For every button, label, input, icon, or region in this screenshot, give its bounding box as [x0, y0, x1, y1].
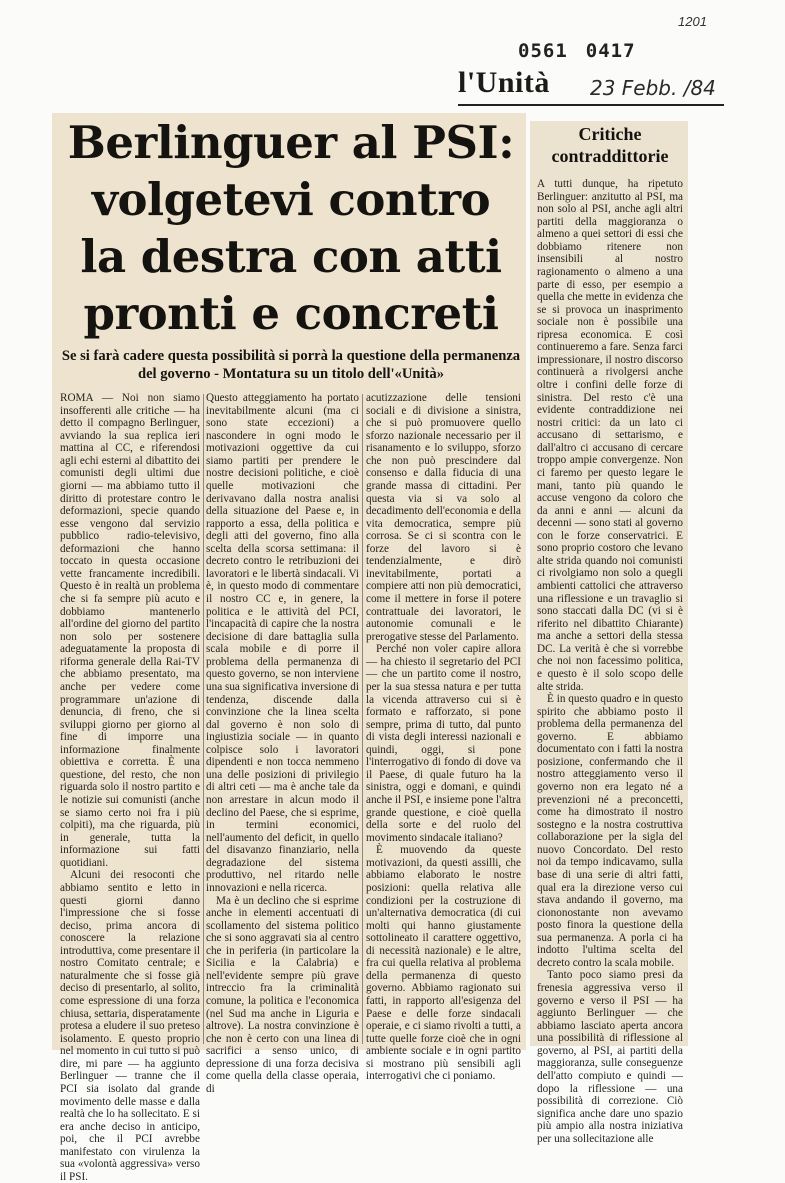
masthead-underline [458, 104, 724, 106]
sidebar-column [537, 178, 683, 1145]
article-paragraph: Questo atteggiamento ha portato inevitabilmente alcuni (ma ci sono state eccezioni) a nascondere in ogni modo le motivazioni oggettive da cui siamo partiti per prendere le nostre decisioni politiche, e cioè quelle motivazioni che derivavano dalla nostra analisi della situazione del Paese e, in rapporto a essa, della politica e degli atti del governo, fino alla scelta della scorsa settimana: il decreto contro le retribuzioni dei lavoratori e le libertà sindacali. Vi è, in questo modo di commentare il nostro CC e, in genere, la politica e le attività del PCI, l'incapacità di capire che la nostra decisione di dare battaglia sulla scala mobile e di porre il problema della permanenza di questo governo, se non interviene una sua significativa inversione di tendenza, discende dalla convinzione che la linea scelta dal governo è non solo di ingiustizia sociale — in quanto colpisce solo i lavoratori dipendenti e non tocca nemmeno una delle posizioni di privilegio di altri ceti — ma è anche tale da non arrestare in alcun modo il declino del Paese, che si esprime, in termini economici, nell'aumento del deficit, in quello del disavanzo finanziario, nella degradazione del sistema produttivo, nel ritardo nelle innovazioni e nella ricerca. [206, 392, 359, 894]
article-headline [58, 114, 524, 342]
headline-line: la destra con atti [80, 230, 502, 283]
headline-line: Berlinguer al PSI: [67, 116, 515, 169]
article-column-1 [60, 392, 200, 1183]
headline-line: volgetevi contro [91, 173, 491, 226]
article-subheadline: Se si farà cadere questa possibilità si porrà la questione della permanenza del governo - Montatura su un titolo dell'«Unità» [61, 348, 521, 382]
headline-line: pronti e concreti [83, 287, 499, 340]
article-paragraph: ROMA — Noi non siamo insofferenti alle critiche — ha detto il compagno Berlinguer, avviando la sua replica ieri mattina al CC, e riferendosi agli echi esterni al dibattito dei comunisti degli ultimi due giorni — ma abbiamo tutto il diritto di protestare contro le deformazioni, specie quando esse vengono dal servizio pubblico radio-televisivo, deformazioni che hanno toccato in questa occasione vette francamente incredibili. Questo è in realtà un problema che si fa sempre più acuto e dobbiamo mantenerlo all'ordine del giorno del partito non solo per sostenere adeguatamente la proposta di riforma generale della Rai-TV che abbiamo presentato, ma anche per vedere come programmare un'azione di denuncia, di freno, che si sviluppi giorno per giorno al fine di imporre una informazione finalmente obiettiva e corretta. È una questione, del resto, che non riguarda solo il nostro partito e le notizie sui comunisti (anche se siamo certo noi fra i più colpiti), ma che riguarda, più in generale, tutta la informazione sui fatti quotidiani. [60, 392, 200, 869]
sidebar-paragraph: È in questo quadro e in questo spirito che abbiamo posto il problema della permanenza del governo. E abbiamo documentato con i fatti la nostra posizione, confermando che il nostro atteggiamento verso il governo non era legato né a prevenzioni né a preconcetti, come ha dimostrato il nostro sostegno e la nostra costruttiva collaborazione per la sigla del nuovo Concordato. Del resto noi da tempo indicavamo, sulla base di una serie di altri fatti, qual era la direzione verso cui stava andando il governo, ma ciononostante non avevamo posto finora la questione della sua permanenza. A porla ci ha indotto l'ultima scelta del decreto contro la scala mobile. [537, 693, 683, 969]
article-paragraph: Ma è un declino che si esprime anche in elementi accentuati di scollamento del sistema politico che si sono aggravati sia al centro che in periferia (in particolare la Sicilia e la Calabria) e nell'evidente sempre più grave intreccio fra la criminalità comune, la politica e l'economica (nel Sud ma anche in Liguria e altrove). La nostra convinzione è che non è certo con una linea di sacrifici a senso unico, di depressione di una forza decisiva come quella della classe operaia, di [206, 894, 359, 1095]
article-paragraph: Perché non voler capire allora — ha chiesto il segretario del PCI — che un partito come il nostro, per la sua stessa natura e per tutta la vicenda attraverso cui si è formato e rafforzato, si pone sempre, prima di tutto, dal punto di vista degli interessi nazionali e quindi, oggi, si pone l'interrogativo di fondo di dove va il Paese, di quale futuro ha la sinistra, oggi e domani, e quindi anche il PSI, e insieme pone l'altra grande questione, e cioè quella della sorte e del ruolo del movimento sindacale italiano? [366, 643, 521, 844]
article-column-3 [366, 392, 521, 1083]
sidebar-paragraph: Tanto poco siamo presi da frenesia aggressiva verso il governo e verso il PSI — ha aggiunto Berlinguer — che abbiamo lasciato aperta ancora una possibilità di riflessione al governo, al PSI, ai partiti della maggioranza, sulle conseguenze dell'atto compiuto e quindi — dopo la riflessione — una possibilità di correzione. Ciò significa anche dare uno spazio più ampio alla nostra iniziativa per una sollecitazione alle [537, 969, 683, 1145]
sidebar-paragraph: A tutti dunque, ha ripetuto Berlinguer: anzitutto al PSI, ma non solo al PSI, anche agli altri partiti della maggioranza o almeno a quei settori di essi che dobbiamo ritenere non insensibili al nostro ragionamento o almeno a una parte di esso, per esempio a quella che mette in evidenza che se si provoca un inasprimento sociale non è possibile una ripresa economica. E così continueremo a fare. Senza farci impressionare, il nostro discorso continuerà a rivolgersi anche oltre i confini delle forze di sinistra. Del resto c'è una evidente contraddizione nei nostri critici: da un lato ci accusano di settarismo, e dall'altro ci accusano di cercare troppo ampie convergenze. Non ci faremo per questo legare le mani, tanto più quando le accuse vengono da coloro che da anni e anni — alcuni da decenni — sono stati al governo con le forze conservatrici. E sono proprio costoro che levano alte strida quando noi comunisti ci rivolgiamo non solo a quegli ambienti cattolici che attraverso una riflessione e un travaglio si sono staccati dalla DC (vi si è riferito nel dibattito Chiarante) ma anche a settori della stessa DC. La verità è che si vorrebbe che noi non facessimo politica, e questo è il solo scopo delle alte strida. [537, 178, 683, 693]
article-paragraph: acutizzazione delle tensioni sociali e di divisione a sinistra, che si può promuovere quello sforzo nazionale necessario per il risanamento e lo sviluppo, sforzo che non può prescindere dal consenso e dalla fiducia di una grande massa di cittadini. Per questa via si va solo al decadimento dell'economia e della vita democratica, sempre più corrosa. Se ci si scontra con le forze del lavoro si è tendenzialmente, e dirò inevitabilmente, portati a compiere atti non più democratici, come il mettere in forse il potere contrattuale dei lavoratori, le autonomie comunali e le prerogative stesse del Parlamento. [366, 392, 521, 643]
newspaper-masthead: l'Unità [458, 66, 550, 99]
archive-page-number: 1201 [678, 14, 707, 29]
archive-code: 0561 [518, 40, 568, 62]
handwritten-date: 23 Febb. /84 [590, 76, 716, 100]
article-paragraph: Alcuni dei resoconti che abbiamo sentito e letto in questi giorni danno l'impressione che si fosse deciso, prima ancora di conoscere la relazione introduttiva, come presentare il nostro Comitato centrale; e naturalmente che si fosse già deciso di presentarlo, al solito, come espressione di una forza chiusa, settaria, disperatamente protesa a eludere il suo preteso isolamento. E questo proprio nel momento in cui tutto si può dire, mi pare — ha aggiunto Berlinguer — tranne che il PCI sia isolato dal grande movimento delle masse e dalla realtà che lo ha sollecitato. E si era anche deciso in anticipo, poi, che il PCI avrebbe manifestato con virulenza la sua «volontà aggressiva» verso il PSI. [60, 869, 200, 1183]
archive-codes [518, 40, 636, 62]
column-divider [362, 394, 363, 1044]
archive-code: 0417 [585, 40, 636, 62]
column-divider [203, 394, 204, 1044]
sidebar-title: Critiche contraddittorie [551, 124, 669, 166]
article-column-2 [206, 392, 359, 1095]
article-paragraph: È muovendo da queste motivazioni, da questi assilli, che abbiamo elaborato le nostre posizioni: quella relativa alle condizioni per la costruzione di un'alternativa democratica (di cui molti qui hanno giustamente sottolineato il carattere oggettivo, di necessità nazionale) e le altre, fra cui quella relativa al problema della permanenza di questo governo. Abbiamo ragionato sui fatti, in rapporto all'esigenza del Paese e delle forze sindacali operaie, e ci siamo rivolti a tutti, a tutte quelle forze cioè che in ogni ambiente sociale e in ogni partito si mostrano più sensibili agli interrogativi che ci poniamo. [366, 844, 521, 1083]
archive-header [0, 0, 785, 112]
